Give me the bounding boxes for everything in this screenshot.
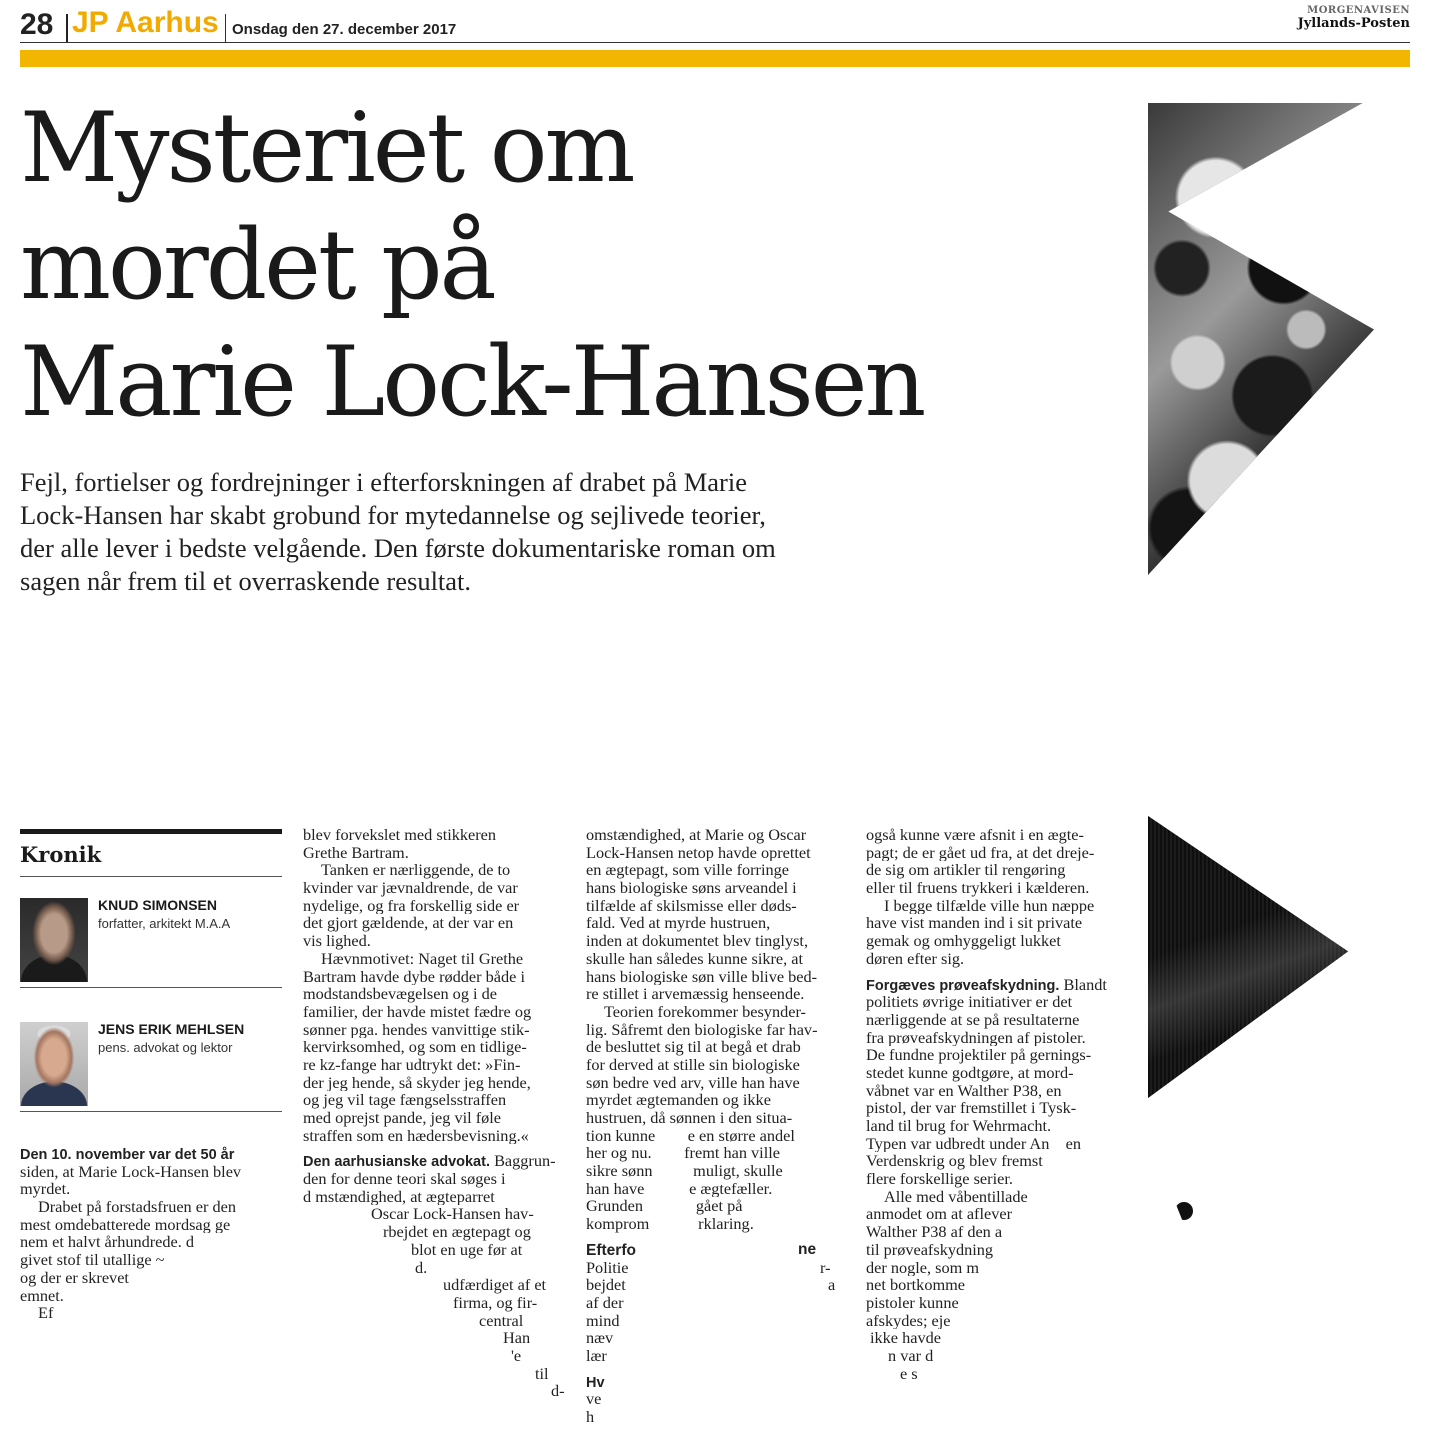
text-line: også kunne være afsnit i en ægte- xyxy=(866,826,1084,844)
header-divider-2 xyxy=(225,14,226,42)
headline xyxy=(20,90,1120,441)
text-line: 'e xyxy=(511,1346,522,1365)
text-line: ikke havde xyxy=(870,1329,941,1347)
text-line: blev forvekslet med stikkeren xyxy=(303,826,497,844)
text-line: stedet kunne godtgøre, at mord- xyxy=(866,1063,1074,1082)
author-photo-jens-erik-mehlsen xyxy=(20,1022,88,1106)
article-column-1 xyxy=(20,1145,282,1322)
text-line: lær xyxy=(586,1346,607,1365)
text-line: re kz-fange har udtrykt det: »Fin- xyxy=(303,1055,521,1074)
issue-date: Onsdag den 27. december 2017 xyxy=(232,21,457,38)
text-line: hans biologiske søns arveandel i xyxy=(586,879,797,897)
decorative-photo-triangle-top xyxy=(1148,103,1374,575)
page-number: 28 xyxy=(20,8,54,41)
header-rule xyxy=(20,42,1410,43)
article-column-2 xyxy=(303,826,565,1400)
text-line: d mstændighed, at ægteparret xyxy=(303,1187,495,1206)
decorative-dot xyxy=(1175,1202,1193,1220)
lead-paragraph xyxy=(20,466,900,598)
text-line: I begge tilfælde ville hun næppe xyxy=(884,896,1095,915)
subheading: Forgæves prøveafskydning. xyxy=(866,977,1060,994)
text-line: den for denne teori skal søges i xyxy=(303,1170,506,1188)
text-line: Walther P38 af den a xyxy=(866,1223,1003,1241)
text-line: modstandsbevægelsen og i de xyxy=(303,985,497,1003)
text-line: firma, og fir- xyxy=(453,1293,538,1312)
text-line: søn bedre ved arv, ville han have xyxy=(586,1073,800,1092)
subheading-fragment: ne xyxy=(798,1240,817,1258)
text-line: Drabet på forstadsfruen er den xyxy=(38,1198,236,1216)
section-color-bar xyxy=(20,50,1410,67)
text-line: net bortkomme xyxy=(866,1276,966,1294)
text-line: de besluttet sig til at begå et drab xyxy=(586,1038,801,1056)
subheading: Hv xyxy=(586,1374,605,1391)
text-line: Typen var udbredt under An en xyxy=(866,1134,1081,1153)
text-fragment: Blandt xyxy=(1063,975,1107,994)
text-line: h xyxy=(586,1408,595,1426)
text-line: pistol, der var fremstillet i Tysk- xyxy=(866,1099,1077,1117)
text-line: af der xyxy=(586,1293,624,1312)
text-line: Verdenskrig og blev fremst xyxy=(866,1152,1043,1171)
text-fragment: a xyxy=(828,1276,836,1294)
text-line: komprom rklaring. xyxy=(586,1215,754,1233)
article-column-3 xyxy=(586,826,848,1426)
text-line: fald. Ved at myrde hustruen, xyxy=(586,914,771,933)
text-line: straffen som en hædersbevisning.« xyxy=(303,1126,529,1145)
lead-line: Lock-Hansen har skabt grobund for mytedannelse og sejlivede teorier, xyxy=(20,500,766,530)
text-line: anmodet om at aflever xyxy=(866,1205,1013,1224)
text-line: n var d xyxy=(888,1346,934,1365)
text-line: emnet. xyxy=(20,1286,64,1305)
article-column-4 xyxy=(866,826,1128,1382)
text-line: kervirksomhed, og som en tidlige- xyxy=(303,1038,527,1056)
text-line: inden at dokumentet blev tinglyst, xyxy=(586,932,809,950)
text-line: tilfælde af skilsmisse eller døds- xyxy=(586,896,797,915)
text-line: Teorien forekommer besynder- xyxy=(604,1002,806,1021)
text-line: nydelige, og fra forskellig side er xyxy=(303,896,520,915)
text-line: d. xyxy=(415,1258,428,1277)
text-line: hans biologiske søn ville blive bed- xyxy=(586,967,818,986)
text-line: fra prøveafskydningen af pistoler. xyxy=(866,1028,1086,1047)
subheading: Den aarhusianske advokat. xyxy=(303,1154,490,1171)
text-line: skulle han således kunne sikre, at xyxy=(586,949,804,968)
headline-line: Mysteriet om xyxy=(20,92,633,204)
text-line: til prøveafskydning xyxy=(866,1240,994,1259)
text-line: Hævnmotivet: Naget til Grethe xyxy=(321,949,524,968)
text-line: gemak og omhyggeligt lukket xyxy=(866,932,1061,950)
text-line: vis lighed. xyxy=(303,932,371,950)
text-line: lig. Såfremt den biologiske far hav- xyxy=(586,1020,818,1039)
text-line: mest omdebatterede mordsag ge xyxy=(20,1215,231,1234)
text-line: Oscar Lock-Hansen hav- xyxy=(371,1205,534,1224)
section-name: JP Aarhus xyxy=(72,6,219,39)
author-name: KNUD SIMONSEN xyxy=(98,897,218,913)
text-line: De fundne projektiler på gernings- xyxy=(866,1046,1092,1064)
text-line: udfærdiget af et xyxy=(443,1276,547,1294)
lead-line: der alle lever i bedste velgående. Den første dokumentariske roman om xyxy=(20,533,776,563)
text-line: der nogle, som m xyxy=(866,1258,980,1277)
author-role: forfatter, arkitekt M.A.A xyxy=(98,916,231,931)
lead-line: sagen når frem til et overraskende resultat. xyxy=(20,566,472,596)
text-line: flere forskellige serier. xyxy=(866,1170,1013,1188)
text-line: eller til fruens trykkeri i kælderen. xyxy=(866,879,1090,897)
text-line: de sig om artikler til rengøring xyxy=(866,861,1066,880)
text-line: Ef xyxy=(38,1304,54,1322)
text-line: land til brug for Wehrmacht. xyxy=(866,1117,1052,1135)
text-line: sønner pga. hendes vanvittige stik- xyxy=(303,1020,530,1039)
text-line: rbejdet en ægtepagt og xyxy=(383,1223,531,1241)
text-line: for derved at stille sin biologiske xyxy=(586,1055,800,1074)
text-line: omstændighed, at Marie og Oscar xyxy=(586,826,807,844)
text-line: Bartram havde dybe rødder både i xyxy=(303,967,525,986)
text-line: Grunden gået på xyxy=(586,1197,743,1216)
text-line: han have e ægtefæller. xyxy=(586,1179,773,1198)
text-line: re stillet i arvemæssig henseende. xyxy=(586,985,805,1003)
logo-tagline: MORGENAVISEN xyxy=(1307,5,1410,16)
text-line: nærliggende at se på resultaterne xyxy=(866,1010,1080,1029)
text-line: tion kunne e en større andel xyxy=(586,1126,795,1145)
text-line: mind xyxy=(586,1311,620,1330)
headline-line: mordet på xyxy=(20,209,494,321)
text-line: myrdet. xyxy=(20,1180,71,1199)
text-line: Han xyxy=(503,1329,531,1347)
kronik-divider xyxy=(20,1111,282,1112)
text-line: og der er skrevet xyxy=(20,1268,129,1287)
text-line: næv xyxy=(586,1329,614,1347)
text-line: have vist manden ind i sit private xyxy=(866,914,1083,933)
decorative-photo-shading xyxy=(1148,816,1348,1098)
text-line: politiets øvrige initiativer er det xyxy=(866,993,1073,1011)
headline-line: Marie Lock-Hansen xyxy=(20,326,924,438)
text-line: døren efter sig. xyxy=(866,949,965,968)
text-fragment: Politie xyxy=(586,1258,629,1277)
text-line: Grethe Bartram. xyxy=(303,843,409,862)
text-line: familier, der havde mistet fædre og xyxy=(303,1002,532,1021)
text-line: myrdet ægtemanden og ikke xyxy=(586,1091,771,1109)
text-line: Alle med våbentillade xyxy=(884,1187,1028,1206)
text-fragment: bejdet xyxy=(586,1276,626,1294)
text-line: d- xyxy=(551,1382,565,1400)
kronik-divider xyxy=(20,876,282,877)
text-line: Lock-Hansen netop havde oprettet xyxy=(586,843,811,862)
kronik-divider xyxy=(20,987,282,988)
text-line: her og nu. fremt han ville xyxy=(586,1144,780,1163)
text-fragment: Baggrun- xyxy=(494,1152,556,1171)
text-line: siden, at Marie Lock-Hansen blev xyxy=(20,1162,242,1181)
text-line: våbnet var en Walther P38, en xyxy=(866,1081,1062,1100)
text-line: det gjort gældende, at der var en xyxy=(303,914,514,933)
text-line: sikre sønn muligt, skulle xyxy=(586,1162,783,1180)
text-line: pagt; de er gået ud fra, at det dreje- xyxy=(866,843,1095,862)
lead-in: Den 10. november var det 50 år xyxy=(20,1147,235,1163)
header-divider xyxy=(66,14,68,42)
text-line: afskydes; eje xyxy=(866,1311,951,1330)
text-fragment: r- xyxy=(820,1258,831,1277)
author-photo-knud-simonsen xyxy=(20,898,88,982)
text-line: ve xyxy=(586,1390,602,1408)
text-line: kvinder var jævnaldrende, de var xyxy=(303,879,518,897)
logo-name: Jyllands-Posten xyxy=(1297,16,1410,31)
text-line: hustruen, då sønnen i den situa- xyxy=(586,1109,793,1127)
text-line: Tanken er nærliggende, de to xyxy=(321,861,511,880)
subheading: Efterfo xyxy=(586,1241,636,1259)
newspaper-logo xyxy=(1298,4,1410,30)
author-role: pens. advokat og lektor xyxy=(98,1040,233,1055)
text-line: nem et halvt århundrede. d xyxy=(20,1233,195,1252)
text-line: blot en uge før at xyxy=(411,1240,523,1259)
kronik-rule xyxy=(20,829,282,834)
text-line: og jeg vil tage fængselsstraffen xyxy=(303,1091,507,1109)
text-line: en ægtepagt, som ville forringe xyxy=(586,861,790,880)
text-line: der jeg hende, så skyder jeg hende, xyxy=(303,1073,531,1092)
author-name: JENS ERIK MEHLSEN xyxy=(98,1021,245,1037)
text-line: til xyxy=(535,1364,549,1383)
text-line: pistoler kunne xyxy=(866,1293,959,1312)
text-line: givet stof til utallige ~ xyxy=(20,1251,165,1269)
text-line: central xyxy=(479,1311,524,1330)
text-line: e s xyxy=(900,1364,918,1383)
kronik-title: Kronik xyxy=(20,842,102,867)
text-line: med oprejst pande, jeg vil føle xyxy=(303,1109,502,1127)
lead-line: Fejl, fortielser og fordrejninger i efterforskningen af drabet på Marie xyxy=(20,467,747,497)
